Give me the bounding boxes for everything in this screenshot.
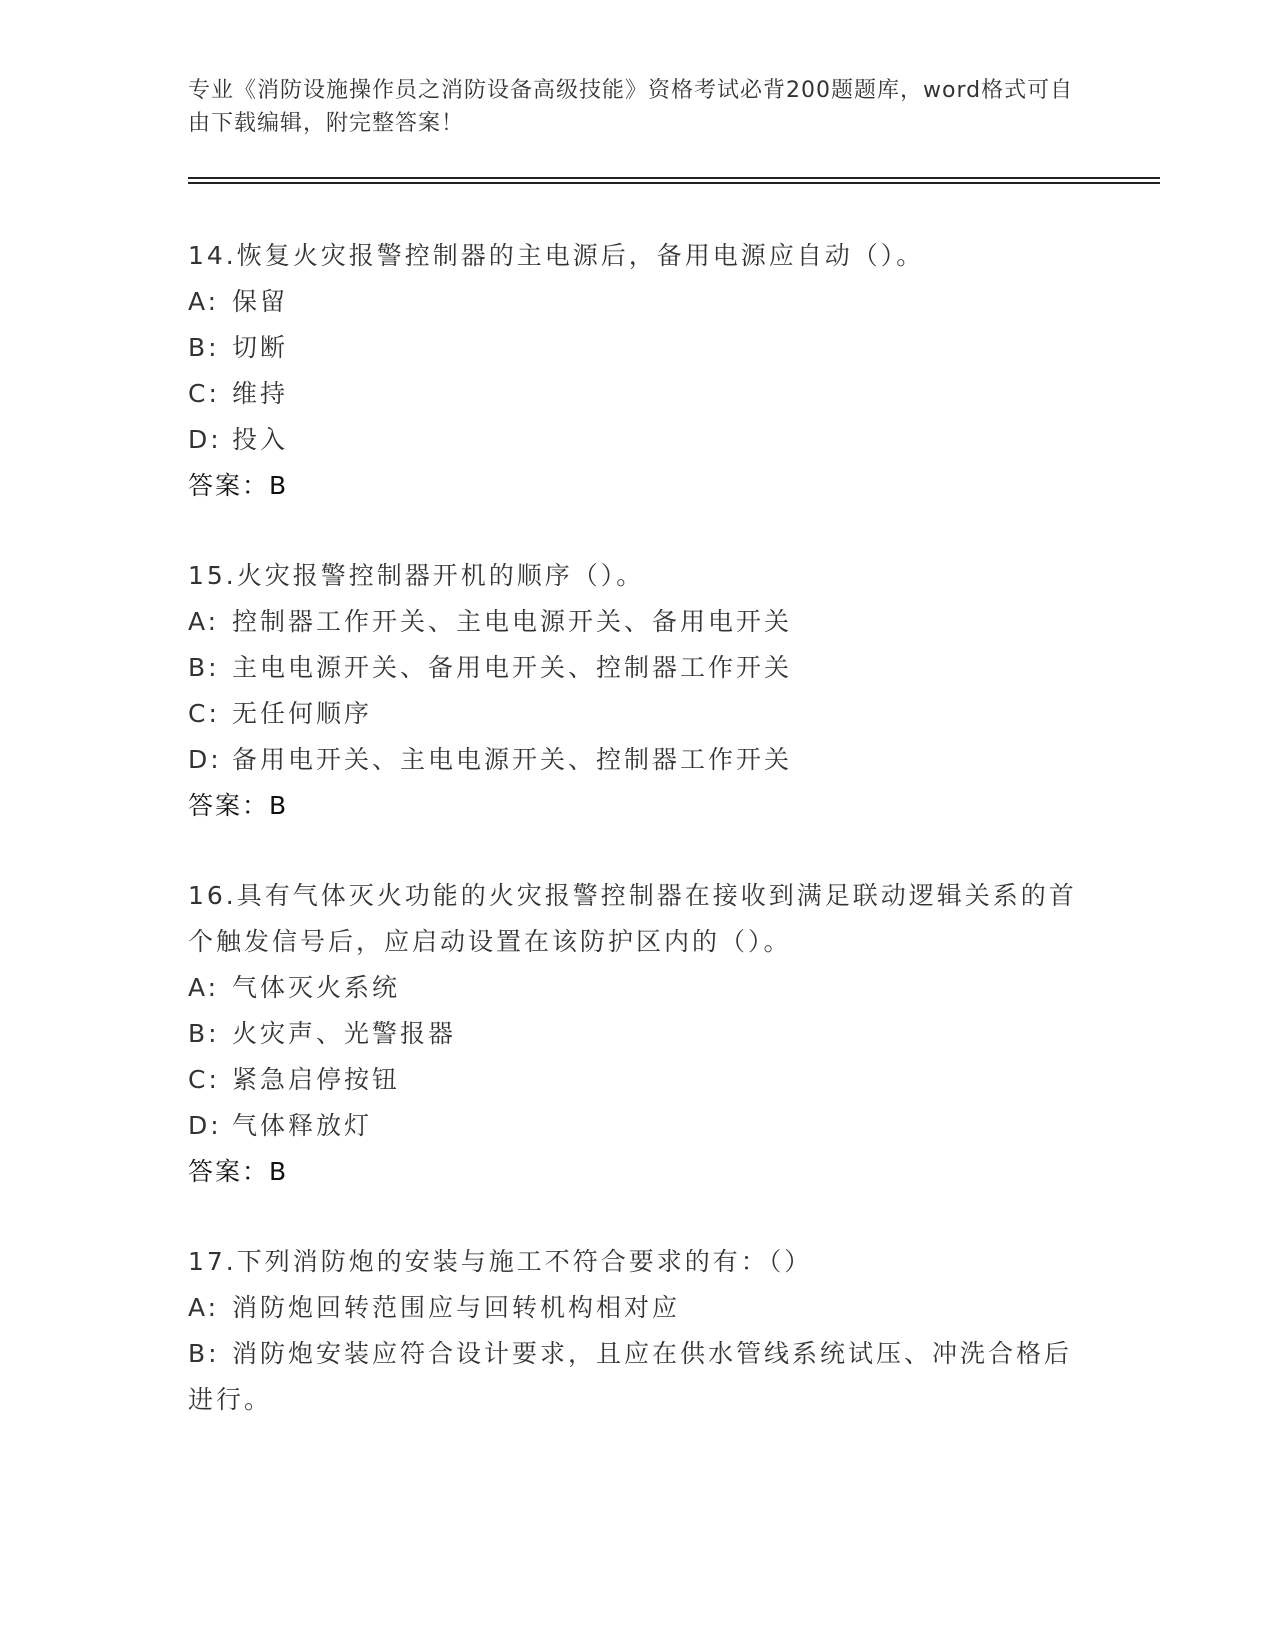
question-stem: 14.恢复火灾报警控制器的主电源后，备用电源应自动（）。 <box>188 241 925 270</box>
option-b <box>188 325 1088 371</box>
option-a <box>188 599 1088 645</box>
option-b <box>188 1011 1088 1057</box>
option-letter: B: <box>188 333 220 362</box>
option-a <box>188 279 1088 325</box>
option-letter: D: <box>188 425 222 454</box>
option-c <box>188 371 1088 417</box>
option-text: 备用电开关、主电电源开关、控制器工作开关 <box>232 745 793 774</box>
question-stem: 15.火灾报警控制器开机的顺序（）。 <box>188 561 645 590</box>
question-17 <box>188 1239 1088 1423</box>
question-stem: 17.下列消防炮的安装与施工不符合要求的有：（） <box>188 1247 813 1276</box>
option-letter: A: <box>188 287 220 316</box>
option-letter: C: <box>188 1065 220 1094</box>
option-letter: B: <box>188 1019 220 1048</box>
option-text: 主电电源开关、备用电开关、控制器工作开关 <box>232 653 793 682</box>
option-text: 保留 <box>232 287 289 316</box>
option-text: 无任何顺序 <box>232 699 373 728</box>
option-letter: A: <box>188 1293 220 1322</box>
option-letter: A: <box>188 973 220 1002</box>
option-letter: C: <box>188 379 220 408</box>
header-divider-top <box>188 177 1160 179</box>
option-letter: B: <box>188 1339 220 1368</box>
option-text: 消防炮回转范围应与回转机构相对应 <box>232 1293 681 1322</box>
question-14 <box>188 233 1088 509</box>
option-c <box>188 691 1088 737</box>
option-text: 火灾声、光警报器 <box>232 1019 457 1048</box>
question-15 <box>188 553 1088 829</box>
option-letter: D: <box>188 745 222 774</box>
option-text: 消防炮安装应符合设计要求，且应在供水管线系统试压、冲洗合格后进行。 <box>188 1339 1073 1414</box>
option-text: 投入 <box>232 425 289 454</box>
option-text: 紧急启停按钮 <box>232 1065 401 1094</box>
option-letter: A: <box>188 607 220 636</box>
option-letter: D: <box>188 1111 222 1140</box>
option-text: 控制器工作开关、主电电源开关、备用电开关 <box>232 607 793 636</box>
option-c <box>188 1057 1088 1103</box>
answer-line: 答案：B <box>188 471 289 500</box>
option-text: 切断 <box>232 333 289 362</box>
question-16 <box>188 873 1088 1195</box>
answer-line: 答案：B <box>188 791 289 820</box>
question-stem: 16.具有气体灭火功能的火灾报警控制器在接收到满足联动逻辑关系的首个触发信号后，应启动设置在该防护区内的（）。 <box>188 881 1077 956</box>
option-text: 气体释放灯 <box>232 1111 373 1140</box>
option-b <box>188 1331 1088 1423</box>
option-b <box>188 645 1088 691</box>
option-d <box>188 737 1088 783</box>
option-a <box>188 965 1088 1011</box>
option-letter: B: <box>188 653 220 682</box>
question-list <box>188 233 1088 1467</box>
header-divider-bottom <box>188 182 1160 184</box>
option-d <box>188 417 1088 463</box>
option-d <box>188 1103 1088 1149</box>
option-a <box>188 1285 1088 1331</box>
option-letter: C: <box>188 699 220 728</box>
option-text: 气体灭火系统 <box>232 973 401 1002</box>
option-text: 维持 <box>232 379 289 408</box>
document-header: 专业《消防设施操作员之消防设备高级技能》资格考试必背200题题库，word格式可自由下载编辑，附完整答案！ <box>188 78 1074 136</box>
answer-line: 答案：B <box>188 1157 289 1186</box>
